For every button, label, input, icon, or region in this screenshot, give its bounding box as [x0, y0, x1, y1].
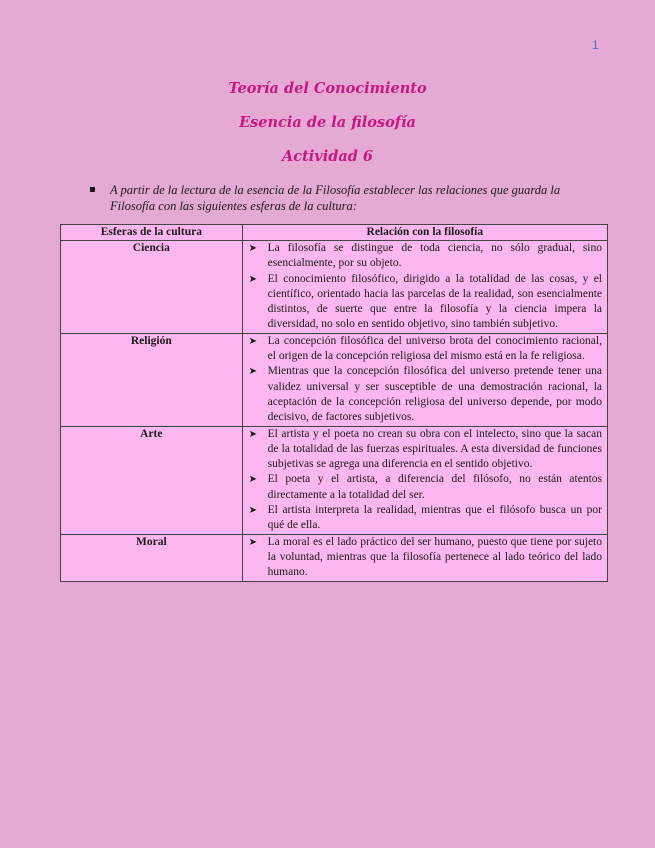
relation-text: El conocimiento filosófico, dirigido a la totalidad de las cosas, y el científico, orientado hacia las parcelas de la realidad, son esencialmente distintos, de suerte que entre la filosofía y la ciencia impera la diversidad, no solo en sentido objetivo, sino también subjetivo. [267, 272, 602, 331]
relation-text: La moral es el lado práctico del ser humano, puesto que tiene por sujeto la voluntad, mientras que la filosofía pertenece al lado teórico del lado humano. [267, 535, 602, 579]
sphere-cell: Ciencia [61, 241, 243, 334]
table-row [61, 241, 608, 334]
square-bullet-icon [90, 187, 95, 192]
relation-cell [242, 534, 607, 581]
relation-text: El artista y el poeta no crean su obra con el intelecto, sino que la sacan de la totalidad de las fuerzas espirituales. A esta diversidad de funciones subjetivas se agrega una diferencia en el sentido objetivo. [267, 427, 602, 471]
course-title: Teoría del Conocimiento [228, 80, 427, 97]
relation-cell [242, 426, 607, 534]
list-item [249, 272, 602, 333]
arrow-bullet-icon: ➤ [248, 273, 258, 285]
page-number: 1 [592, 38, 599, 52]
sphere-cell: Moral [61, 534, 243, 581]
arrow-bullet-icon: ➤ [248, 474, 258, 486]
arrow-bullet-icon: ➤ [248, 366, 258, 378]
table-row [61, 333, 608, 426]
relation-cell [242, 333, 607, 426]
list-item [249, 241, 602, 272]
list-item [249, 334, 602, 365]
arrow-bullet-icon: ➤ [248, 335, 258, 347]
activity-title: Actividad 6 [281, 148, 374, 165]
sphere-cell: Religión [61, 333, 243, 426]
topic-title: Esencia de la filosofía [239, 114, 416, 131]
list-item [249, 535, 602, 581]
header-spheres: Esferas de la cultura [61, 225, 243, 241]
relation-text: El artista interpreta la realidad, mientras que el filósofo busca un por qué de ella. [267, 504, 602, 532]
list-item [249, 472, 602, 503]
arrow-bullet-icon: ➤ [248, 505, 258, 517]
table-row [61, 534, 608, 581]
culture-relations-table [60, 224, 608, 582]
relation-text: La concepción filosófica del universo brota del conocimiento racional, el origen de la concepción religiosa del mismo está en la fe religiosa. [267, 334, 602, 363]
instruction [92, 182, 562, 214]
instruction-text: A partir de la lectura de la esencia de la Filosofía establecer las relaciones que guarda la Filosofía con las siguientes esferas de la cultura: [110, 183, 561, 213]
relation-cell [242, 241, 607, 334]
relation-text: La filosofía se distingue de toda ciencia, no sólo gradual, sino esencialmente, por su objeto. [267, 242, 602, 270]
arrow-bullet-icon: ➤ [248, 536, 258, 548]
arrow-bullet-icon: ➤ [248, 428, 258, 440]
table-row [61, 426, 608, 534]
list-item [249, 427, 602, 473]
table-header-row [61, 225, 608, 241]
list-item [249, 364, 602, 425]
sphere-cell: Arte [61, 426, 243, 534]
relation-text: El poeta y el artista, a diferencia del filósofo, no están atentos directamente a la totalidad del ser. [267, 473, 602, 501]
relation-text: Mientras que la concepción filosófica del universo pretende tener una validez universal y ser susceptible de una demostración racional, la aceptación de la concepción religiosa del universo depende, por modo decisivo, de factores subjetivos. [267, 365, 602, 424]
arrow-bullet-icon: ➤ [248, 243, 258, 254]
title-block [0, 78, 655, 180]
list-item [249, 503, 602, 534]
header-relation: Relación con la filosofía [242, 225, 607, 241]
